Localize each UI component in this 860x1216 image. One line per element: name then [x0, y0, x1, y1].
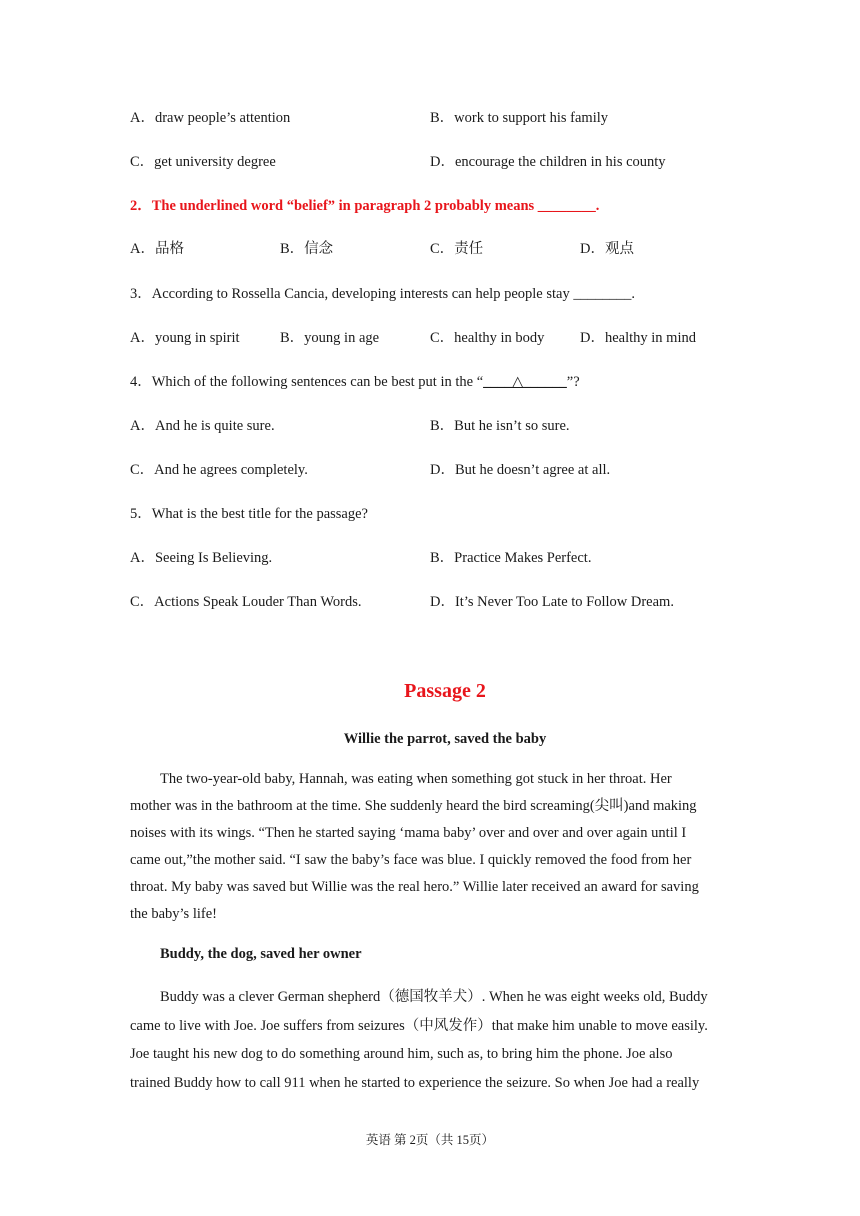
q1-option-a: A．draw people’s attention: [130, 110, 291, 126]
q1-option-c: C．get university degree: [130, 154, 276, 170]
story1-paragraph: [130, 766, 732, 928]
q3-option-c: C．healthy in body: [430, 330, 545, 346]
q4-question: [130, 370, 580, 391]
q5-option-d: D．It’s Never Too Late to Follow Dream.: [430, 594, 674, 610]
story2-title: Buddy, the dog, saved her owner: [160, 946, 362, 962]
q2-question: 2．The underlined word “belief” in paragraph 2 probably means ________.: [130, 198, 600, 214]
story1-line: throat. My baby was saved but Willie was the real hero.” Willie later received an award for saving: [130, 879, 699, 895]
passage-title: Passage 2: [404, 680, 486, 702]
q3-question: 3．According to Rossella Cancia, developing interests can help people stay ________.: [130, 286, 635, 302]
q1-option-d: D．encourage the children in his county: [430, 154, 666, 170]
q2-option-d: D．观点: [580, 241, 634, 257]
q2-option-c: C．责任: [430, 241, 484, 257]
story2-line: Joe taught his new dog to do something around him, such as, to bring him the phone. Joe also: [130, 1046, 673, 1062]
q5-question: 5．What is the best title for the passage?: [130, 506, 368, 522]
q4-question-prefix: 4．Which of the following sentences can be best put in the “: [130, 374, 484, 390]
q4-option-c: C．And he agrees completely.: [130, 462, 308, 478]
q3-option-b: B．young in age: [280, 330, 380, 346]
page-footer: 英语 第 2页（共 15页）: [365, 1133, 495, 1147]
q3-option-d: D．healthy in mind: [580, 330, 696, 346]
q5-option-c: C．Actions Speak Louder Than Words.: [130, 594, 362, 610]
q5-option-a: A．Seeing Is Believing.: [130, 550, 273, 566]
story2-line: Buddy was a clever German shepherd（德国牧羊犬）. When he was eight weeks old, Buddy: [160, 989, 708, 1005]
q2-option-b: B．信念: [280, 241, 334, 257]
q3-option-a: A．young in spirit: [130, 330, 240, 346]
story1-line: came out,”the mother said. “I saw the baby’s face was blue. I quickly removed the food from her: [130, 852, 692, 868]
q2-option-a: A．品格: [130, 241, 184, 257]
story2-line: came to live with Joe. Joe suffers from seizures（中风发作）that make him unable to move easily.: [130, 1017, 708, 1034]
q4-option-a: A．And he is quite sure.: [130, 418, 275, 434]
q1-option-b: B．work to support his family: [430, 110, 609, 126]
q4-question-suffix: ”?: [566, 374, 580, 390]
story1-line: The two-year-old baby, Hannah, was eating when something got stuck in her throat. Her: [160, 771, 672, 787]
q4-blank: ____△______: [483, 374, 567, 390]
story1-line: mother was in the bathroom at the time. She suddenly heard the bird screaming(尖叫)and making: [130, 798, 697, 814]
q5-option-b: B．Practice Makes Perfect.: [430, 550, 592, 566]
q4-option-b: B．But he isn’t so sure.: [430, 418, 570, 434]
q4-option-d: D．But he doesn’t agree at all.: [430, 462, 611, 478]
story1-line: the baby’s life!: [130, 906, 217, 922]
story2-paragraph: [130, 983, 732, 1097]
story2-line: trained Buddy how to call 911 when he started to experience the seizure. So when Joe had a really: [130, 1074, 700, 1091]
story1-title: Willie the parrot, saved the baby: [343, 731, 547, 747]
story1-line: noises with its wings. “Then he started saying ‘mama baby’ over and over and over again until I: [130, 825, 687, 841]
